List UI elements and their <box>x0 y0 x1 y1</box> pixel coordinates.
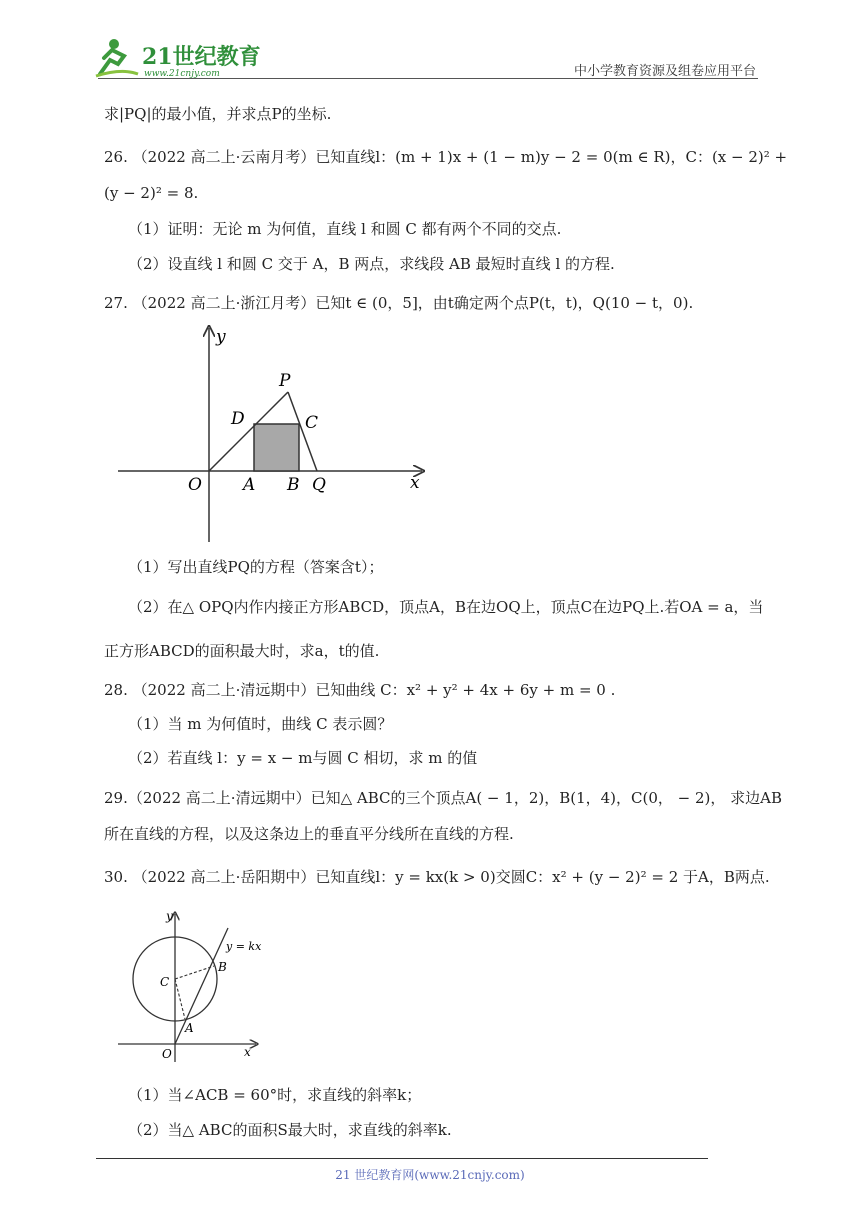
q25-tail: 求|PQ|的最小值，并求点P的坐标. <box>104 105 332 123</box>
segment-ca <box>175 979 185 1019</box>
q26-stem-1: 26. （2022 高二上·云南月考）已知直线l：(m + 1)x + (1 − m)y − 2 = 0(m ∈ R)，C：(x − 2)² + <box>104 148 788 166</box>
q26-part-2: （2）设直线 l 和圆 C 交于 A，B 两点，求线段 AB 最短时直线 l 的方程. <box>128 255 615 273</box>
label-a: A <box>243 475 256 495</box>
label-d: D <box>231 409 245 429</box>
platform-name: 中小学教育资源及组卷应用平台 <box>573 64 756 79</box>
label-c: C <box>305 413 319 433</box>
q30-part-2: （2）当△ ABC的面积S最大时，求直线的斜率k. <box>128 1121 452 1139</box>
figure-triangle-square <box>112 322 432 544</box>
q28-part-2: （2）若直线 l：y = x − m与圆 C 相切，求 m 的值 <box>128 749 478 767</box>
label-c: C <box>160 975 170 989</box>
q27-part-1: （1）写出直线PQ的方程（答案含t）； <box>128 558 384 576</box>
header-divider <box>98 78 758 79</box>
q27-part-2b: 正方形ABCD的面积最大时，求a，t的值. <box>104 642 380 660</box>
logo-text: 21世纪教育 <box>142 44 261 70</box>
q26-stem-2: (y − 2)² = 8. <box>104 184 199 202</box>
label-x: x <box>410 473 420 493</box>
label-p: P <box>279 371 291 391</box>
label-line: y = kx <box>226 940 262 953</box>
q28-stem: 28. （2022 高二上·清远期中）已知曲线 C：x² + y² + 4x + 6y + m = 0 . <box>104 681 616 699</box>
label-q: Q <box>312 475 326 495</box>
label-b: B <box>287 475 300 495</box>
logo-url: www.21cnjy.com <box>144 69 220 79</box>
footer-text[interactable]: 21 世纪教育网(www.21cnjy.com) <box>335 1168 525 1182</box>
q29-stem-2: 所在直线的方程，以及这条边上的垂直平分线所在直线的方程. <box>104 825 514 843</box>
square-abcd <box>254 424 299 471</box>
label-y: y <box>166 909 173 923</box>
runner-logo-icon <box>92 34 262 80</box>
label-y: y <box>216 327 226 347</box>
q26-part-1: （1）证明：无论 m 为何值，直线 l 和圆 C 都有两个不同的交点. <box>128 220 562 238</box>
site-logo <box>92 34 262 80</box>
label-o: O <box>188 475 202 495</box>
label-x: x <box>244 1045 251 1059</box>
q30-stem: 30. （2022 高二上·岳阳期中）已知直线l：y = kx(k > 0)交圆C：x² + (y − 2)² = 2 于A，B两点. <box>104 868 770 886</box>
q28-part-1: （1）当 m 为何值时，曲线 C 表示圆？ <box>128 715 393 733</box>
label-b: B <box>218 960 227 974</box>
figure-circle-line <box>112 906 282 1064</box>
q27-stem: 27. （2022 高二上·浙江月考）已知t ∈ (0，5]，由t确定两个点P(t，t)，Q(10 − t，0). <box>104 294 694 312</box>
footer-divider <box>96 1158 708 1159</box>
label-a: A <box>185 1021 194 1035</box>
line-y-kx <box>175 928 228 1044</box>
label-o: O <box>162 1047 172 1061</box>
q30-part-1: （1）当∠ACB = 60°时，求直线的斜率k； <box>128 1086 422 1104</box>
q27-part-2a: （2）在△ OPQ内作内接正方形ABCD，顶点A，B在边OQ上，顶点C在边PQ上.若OA = a，当 <box>128 598 764 616</box>
q29-stem-1: 29.（2022 高二上·清远期中）已知△ ABC的三个顶点A( − 1，2)，B(1，4)，C(0， − 2)， 求边AB <box>104 789 783 807</box>
